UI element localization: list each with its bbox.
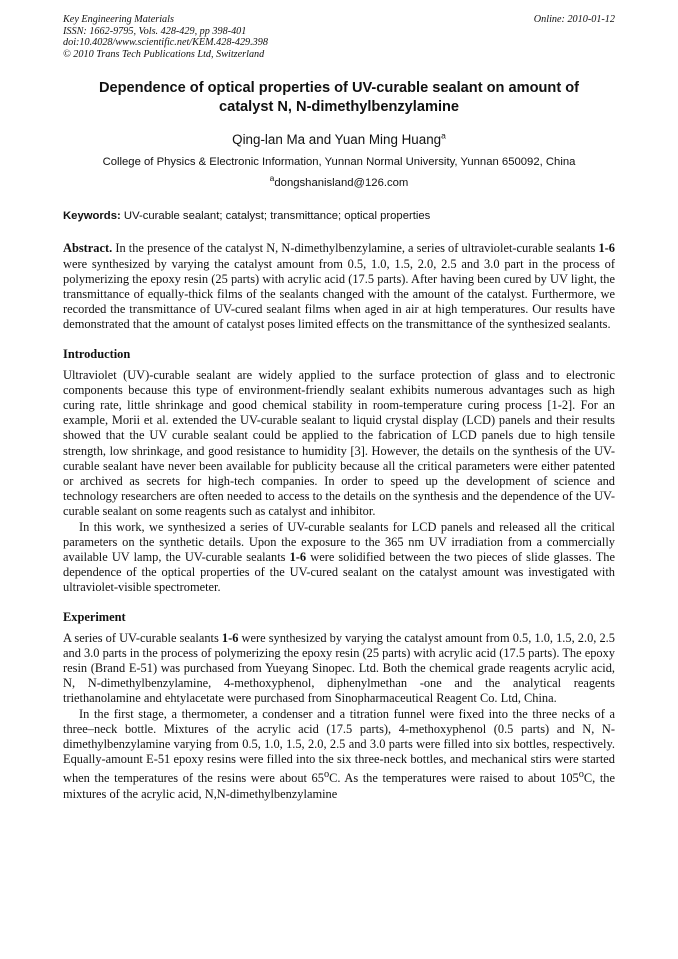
experiment-body — [63, 631, 615, 802]
degree-superscript-1: o — [323, 769, 330, 781]
email-address: dongshanisland@126.com — [274, 177, 409, 190]
abstract — [63, 241, 615, 332]
introduction-heading: Introduction — [63, 346, 131, 361]
keywords-text: UV-curable sealant; catalyst; transmittance; optical properties — [120, 210, 431, 223]
abstract-compound-label: 1-6 — [598, 241, 615, 256]
experiment-paragraph-1 — [63, 631, 615, 707]
email-line — [63, 173, 615, 190]
intro-p2-compound-label: 1-6 — [289, 550, 307, 565]
doi-line: doi:10.4028/www.scientific.net/KEM.428-429.398 — [63, 37, 268, 49]
keywords — [63, 209, 615, 223]
exp-p1-text-b: were synthesized by varying the catalyst amount from 0.5, 1.0, 1.5, 2.0, 2.5 and 3.0 parts in the process of polymerizing the epoxy resin (25 parts) with acrylic acid (17.5 parts). The epoxy resin (Brand E-51) was purchased from Yueyang Sinopec. Ltd. Both the chemical grade reagents acrylic acid, N, N-dimethylbenzylamine, 4-methoxyphenol, diphenylmethan -one and the analytical reagents triethanolamine and ehtylacetate were purchased from Sinopharmaceutical Reagent Co. Ltd, China. — [63, 630, 615, 706]
experiment-paragraph-2 — [63, 707, 615, 802]
intro-p2-text-b: were solidified between the two pieces of slide glasses. The dependence of the optical properties of the UV-cured sealant on the catalyst amount was investigated with ultraviolet-visible spectrometer. — [63, 550, 615, 595]
author-superscript: a — [441, 130, 446, 141]
introduction-paragraph-2 — [63, 520, 615, 596]
degree-superscript-2: o — [578, 769, 584, 781]
email-superscript: a — [269, 173, 275, 184]
author-names: Qing-lan Ma and Yuan Ming Huang — [232, 132, 442, 148]
journal-header — [63, 14, 615, 60]
introduction-body — [63, 368, 615, 596]
introduction-paragraph-1: Ultraviolet (UV)-curable sealant are widely applied to the surface protection of glass and to electronic components because this type of environment-friendly sealant exhibits numerous advantages such as high curing rate, little shrinkage and good chemical stability in room-temperature curing process [1-2]. For an example, Morii et al. extended the UV-curable sealant to liquid crystal display (LCD) panels and their results showed that the UV curable sealant could be applied to the fabrication of LCD panels due to high tensile strength, low shrinkage, and good resistance to humidity [3]. However, the details on the synthesis of the UV-curable sealant have never been available for publicity because all the critical parameters were either patented or archived as secrets for high-tech companies. In order to speed up the development of science and technology researchers are often needed to access to the details on the synthesis and the dependence of the UV-curable sealant on some reagents such as catalyst and inhibitor. — [63, 367, 615, 519]
abstract-label: Abstract. — [63, 241, 113, 256]
exp-p2-text-b: C. As the temperatures were raised to about 105 — [329, 771, 579, 786]
keywords-label: Keywords: — [63, 210, 121, 223]
exp-p2-text-c: C, the mixtures of the acrylic acid, N,N-dimethylbenzylamine — [63, 771, 615, 801]
issn-line: ISSN: 1662-9795, Vols. 428-429, pp 398-401 — [63, 25, 247, 37]
paper-title: Dependence of optical properties of UV-curable sealant on amount of catalyst N, N-dimethylbenzylamine — [98, 80, 580, 116]
journal-name: Key Engineering Materials — [63, 14, 174, 25]
exp-p2-text-a: In the first stage, a thermometer, a condenser and a titration funnel were fixed into the three necks of a three–neck bottle. Mixtures of the acrylic acid (17.5 parts), 4-methoxyphenol (0.5 parts) and N, N-dimethylbenzylamine varying from 0.5, 1.0, 1.5, 2.0, 2.5 and 3.0 parts were filled into six bottles, respectively. Equally-amount E-51 epoxy resins were filled into the six three-neck bottles, and mechanical stirs were started when the temperatures of the resins were about 65 — [63, 706, 615, 786]
intro-p2-text-a: In this work, we synthesized a series of UV-curable sealants for LCD panels and released all the critical parameters on the synthetic details. Upon the exposure to the 365 nm UV irradiation from a commercially available UV lamp, the UV-curable sealants — [63, 519, 615, 565]
abstract-text-a: In the presence of the catalyst N, N-dimethylbenzylamine, a series of ultraviolet-curable sealants — [112, 241, 599, 256]
copyright-line: © 2010 Trans Tech Publications Ltd, Switzerland — [63, 48, 265, 60]
affiliation: College of Physics & Electronic Information, Yunnan Normal University, Yunnan 650092, China — [102, 156, 576, 169]
exp-p1-text-a: A series of UV-curable sealants — [63, 630, 222, 645]
online-date: Online: 2010-01-12 — [533, 14, 615, 25]
author-line — [63, 131, 615, 148]
exp-p1-compound-label: 1-6 — [221, 630, 239, 645]
abstract-text-b: were synthesized by varying the catalyst amount from 0.5, 1.0, 1.5, 2.0, 2.5 and 3.0 part in the process of polymerizing the epoxy resin (25 parts) with acrylic acid (17.5 parts). After having been cured by UV light, the transmittance of equally-thick films of the sealants changed with the amount of the catalyst. Furthermore, we recorded the transmittance of UV-cured sealant films when aged in air at high temperatures. Our results have demonstrated that the amount of catalyst poses limited effects on the transmittance of the synthesized sealants. — [63, 256, 615, 332]
experiment-heading: Experiment — [63, 609, 126, 624]
